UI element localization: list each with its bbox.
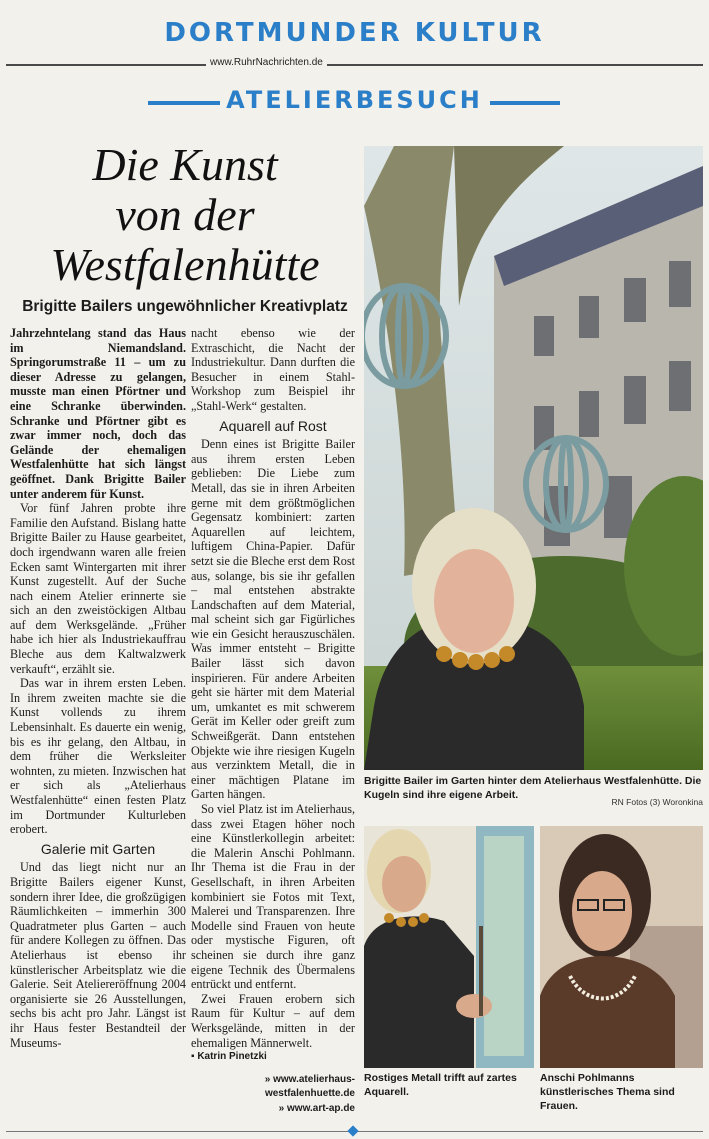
main-photo [364, 146, 703, 770]
paragraph: nacht ebenso wie der Extraschicht, die Nacht der Industriekultur. Dann durften die Besucher in einem Stahl-Workshop zum Beispiel ihr „Stahl-Werk“ gestalten. [191, 326, 355, 413]
paragraph: Und das liegt nicht nur an Brigitte Bailers eigener Kunst, sondern ihrer Idee, die großzügigen Räumlichkeiten – immerhin 300 Quadratmeter plus Garten – auch für andere Kollegen zu öffnen. Das Atelierhaus ist ebenso ihr künstlerischer Arbeitsplatz wie die Galerie. Seit Ateliereröffnung 2004 organisierte sie 26 Ausstellungen, sechs bis acht pro Jahr. Längst ist ihr Haus fester Bestandteil der Museums- [10, 860, 186, 1050]
left-photo-caption: Rostiges Metall trifft auf zartes Aquarell. [364, 1072, 517, 1098]
site-url[interactable]: www.RuhrNachrichten.de [206, 57, 327, 68]
diamond-ornament-icon [347, 1125, 358, 1136]
photo-bailer-painting [364, 826, 534, 1068]
article-column-2 [191, 326, 355, 1124]
photo-pohlmann [540, 826, 703, 1068]
headline-line-1: Die Kunst [92, 139, 278, 190]
right-photo-caption: Anschi Pohlmanns künstlerisches Thema sind Frauen. [540, 1072, 675, 1112]
paragraph: Zwei Frauen erobern sich Raum für Kultur – auf dem Werksgelände, mitten in der ehemaligen Männerwelt. [191, 991, 355, 1050]
headline [10, 140, 360, 290]
paragraph: So viel Platz ist im Atelierhaus, dass zwei Etagen höher noch eine Künstlerkollegin arbeitet: die Malerin Anschi Pohlmann. Ihr Thema ist die Frau in der Gesellschaft, in ihren Arbeiten kombiniert sie Fotos mit Text, Malerei und Transparenzen. Ihre Modelle sind Frauen von heute oder mystische Figuren, oft scheinen sie durch ihre ganz eigene Technik des Übermalens entrückt und entfernt. [191, 802, 355, 992]
lead-paragraph: Jahrzehntelang stand das Haus im Niemandsland. Springorumstraße 11 – um zu dieser Adresse zu gelangen, musste man einen Pförtner und eine Schranke überwinden. Schranke und Pförtner gibt es zwar immer noch, doch das Gelände der ehemaligen Westfalenhütte hat sich längst geöffnet. Dank Brigitte Bailer unter anderem für Kunst. [10, 326, 186, 501]
photo-credit: RN Fotos (3) Woronkina [611, 797, 703, 807]
headline-line-2: von der [115, 189, 255, 240]
painting-photo-illustration [364, 826, 534, 1068]
paragraph: Denn eines ist Brigitte Bailer aus ihrem ersten Leben geblieben: Die Liebe zum Metall, das sie in ihren Arbeiten gerne mit dem größtmöglichen Gegensatz kombiniert: zarten Aquarellen auf leichtem, luftigem China-Papier. Dafür setzt sie die Bleche erst dem Rost aus, solange, bis sie ihr gefallen – mal entstehen abstrakte Landschaften auf dem Material, mal scheint sich gar Figürliches wie ein Gesicht herauszuschälen. Was immer entsteht – Brigitte Bailer lässt sich davon inspirieren. Für andere Arbeiten geht sie härter mit dem Material um, umkantet es mit schwerem Gerät im Keller oder greift zum Schweißgerät. Dann entstehen Objekte wie ihre riesigen Kugeln aus verzinktem Metall, die in einer mächtigen Platane im Garten hängen. [191, 437, 355, 802]
header-rule [6, 64, 703, 66]
link-atelierhaus[interactable]: » www.atelierhaus-westfalenhuette.de [264, 1073, 355, 1100]
garden-photo-illustration [364, 146, 703, 770]
subheading-galerie: Galerie mit Garten [40, 840, 156, 857]
section-title: DORTMUNDER KULTUR [164, 18, 545, 48]
portrait-photo-illustration [540, 826, 703, 1068]
headline-line-3: Westfalenhütte [50, 239, 320, 290]
paragraph: Vor fünf Jahren probte ihre Familie den Aufstand. Bislang hatte Brigitte Bailer zu Hause gearbeitet, doch irgendwann waren alle freien Ecken samt Wintergarten mit ihrer Kunst zugestellt. Auf der Suche nach einem Atelier erinnerte sie sich an den zweistöckigen Altbau auf dem Werksgelände. „Früher habe ich hier als Industriekauffrau Bleche aus dem Kaltwalzwerk verkauft“, erzählt sie. [10, 501, 186, 676]
author: ▪ Katrin Pinetzki [191, 1051, 267, 1063]
link-art-ap[interactable]: » www.art-ap.de [278, 1102, 355, 1114]
paragraph: Das war in ihrem ersten Leben. In ihrem zweiten machte sie die Kunst vollends zu ihrem Lebensinhalt. Es dauerte ein wenig, bis es ihr gelang, den Altbau, in dem früher die Werksleiter wohnten, zu mieten. Inzwischen hat er sich als „Atelierhaus Westfalenhütte“ einen festen Platz im Dortmunder Kulturleben erobert. [10, 676, 186, 837]
main-photo-caption: Brigitte Bailer im Garten hinter dem Atelierhaus Westfalenhütte. Die Kugeln sind ihre eigene Arbeit. [364, 775, 702, 801]
article-column-1 [10, 326, 186, 1124]
subheading-aquarell: Aquarell auf Rost [219, 417, 327, 434]
kicker-atelierbesuch: ATELIERBESUCH [226, 86, 483, 114]
subheadline: Brigitte Bailers ungewöhnlicher Kreativplatz [22, 298, 348, 315]
